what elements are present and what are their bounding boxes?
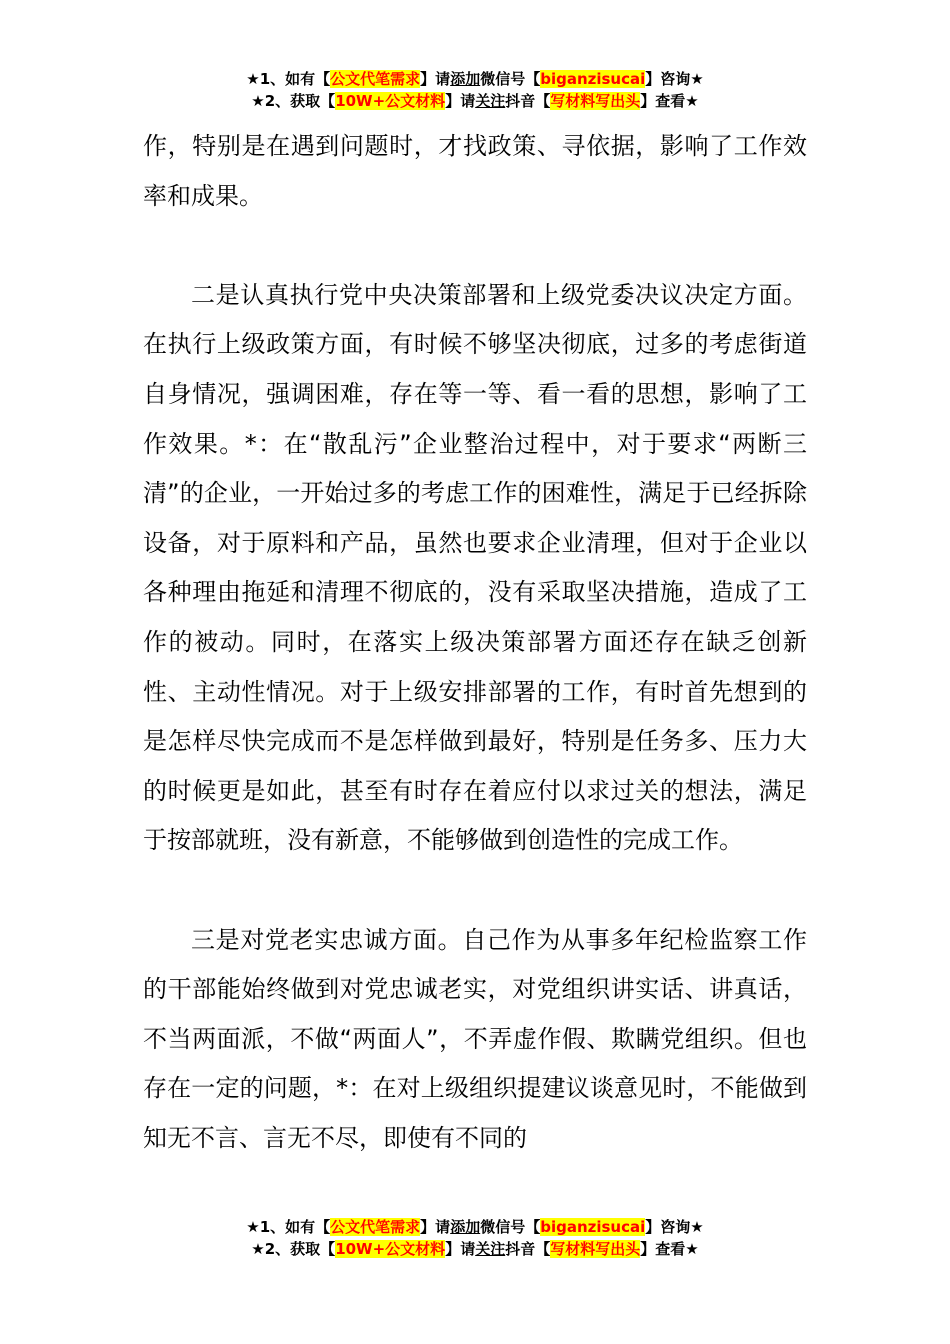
promo-text: 】请 <box>420 1218 451 1236</box>
promo-text: 抖音【 <box>505 1240 551 1258</box>
promo-text: 】咨询★ <box>645 70 704 88</box>
promo-text: ★2、获取【 <box>251 92 336 110</box>
promo-text: 】查看★ <box>640 92 699 110</box>
promo-highlight: 公文代笔需求 <box>330 1218 421 1236</box>
promo-line-2 <box>0 90 950 112</box>
promo-banner-bottom <box>0 1216 950 1260</box>
paragraph-three: 三是对党老实忠诚方面。自己作为从事多年纪检监察工作的干部能始终做到对党忠诚老实，对党组织讲实话、讲真话，不当两面派，不做“两面人”，不弄虚作假、欺瞒党组织。但也存在一定的问题，*：在对上级组织提建议谈意见时，不能做到知无不言、言无不尽，即使有不同的 <box>143 925 807 1152</box>
promo-text: ★1、如有【 <box>246 70 331 88</box>
promo-text: ★2、获取【 <box>251 1240 336 1258</box>
promo-highlight: biganzisucai <box>540 70 646 88</box>
promo-text: 抖音【 <box>505 92 551 110</box>
promo-highlight: 写材料写出头 <box>550 1240 641 1258</box>
promo-text: 】查看★ <box>640 1240 699 1258</box>
promo-line-2 <box>0 1238 950 1260</box>
promo-banner-top <box>0 68 950 112</box>
paragraph-gap <box>143 221 807 271</box>
document-body <box>143 122 807 1163</box>
promo-text: 】请 <box>445 1240 476 1258</box>
promo-text: ★1、如有【 <box>246 1218 331 1236</box>
promo-underlined-text: 关注 <box>475 92 506 110</box>
promo-highlight: 10W+公文材料 <box>335 1240 446 1258</box>
promo-line-1 <box>0 1216 950 1238</box>
promo-highlight: 写材料写出头 <box>550 92 641 110</box>
promo-line-1 <box>0 68 950 90</box>
promo-text: 】咨询★ <box>645 1218 704 1236</box>
promo-highlight: biganzisucai <box>540 1218 646 1236</box>
promo-underlined-text: 关注 <box>475 1240 506 1258</box>
promo-highlight: 公文代笔需求 <box>330 70 421 88</box>
promo-text: 微信号【 <box>480 1218 541 1236</box>
paragraph-continuation: 作，特别是在遇到问题时，才找政策、寻依据，影响了工作效率和成果。 <box>143 132 807 210</box>
promo-text: 】请 <box>445 92 476 110</box>
promo-underlined-text: 添加 <box>450 70 481 88</box>
paragraph-two: 二是认真执行党中央决策部署和上级党委决议决定方面。在执行上级政策方面，有时候不够坚决彻底，过多的考虑街道自身情况，强调困难，存在等一等、看一看的思想，影响了工作效果。*：在“散乱污”企业整治过程中，对于要求“两断三清”的企业，一开始过多的考虑工作的困难性，满足于已经拆除设备，对于原料和产品，虽然也要求企业清理，但对于企业以各种理由拖延和清理不彻底的，没有采取坚决措施，造成了工作的被动。同时，在落实上级决策部署方面还存在缺乏创新性、主动性情况。对于上级安排部署的工作，有时首先想到的是怎样尽快完成而不是怎样做到最好，特别是任务多、压力大的时候更是如此，甚至有时存在着应付以求过关的想法，满足于按部就班，没有新意，不能够做到创造性的完成工作。 <box>143 280 807 855</box>
promo-text: 微信号【 <box>480 70 541 88</box>
promo-underlined-text: 添加 <box>450 1218 481 1236</box>
paragraph-gap <box>143 866 807 916</box>
promo-text: 】请 <box>420 70 451 88</box>
promo-highlight: 10W+公文材料 <box>335 92 446 110</box>
